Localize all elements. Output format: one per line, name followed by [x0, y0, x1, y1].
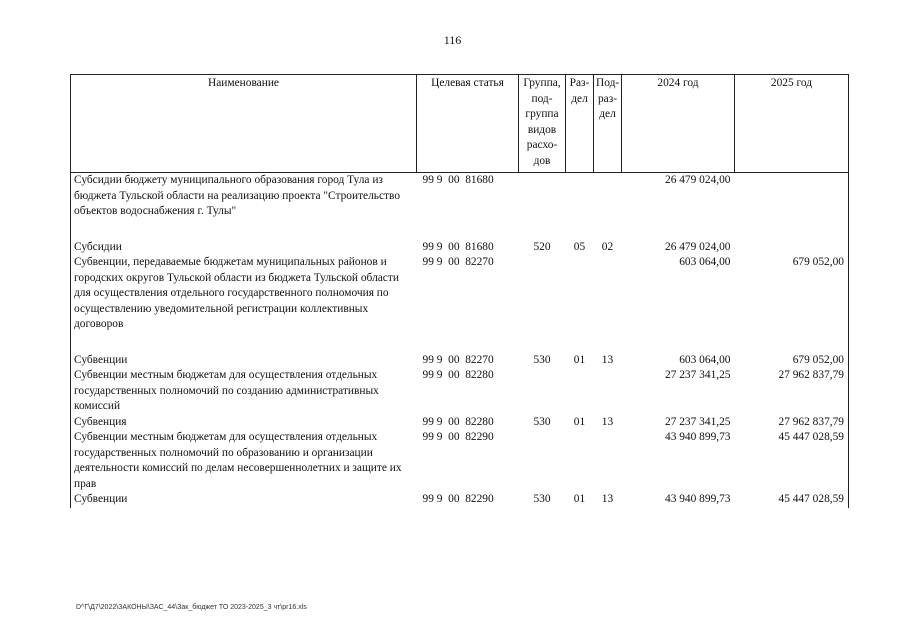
- cell-y2024: 43 940 899,73: [665, 431, 731, 443]
- cell-group: 530: [533, 493, 551, 505]
- cell-group: 520: [533, 240, 551, 253]
- cell-name: Субвенции, передаваемые бюджетам муниципальных районов и городских округов Тульской области из бюджета Тульской области для осуществления отдельного государственного полномочия по осуществлению уведомительной регистрации коллективных договоров: [71, 255, 417, 353]
- cell-group: [519, 368, 566, 415]
- cell-code: 99 9 00 81680: [422, 174, 494, 186]
- cell-code: 99 9 00 82290: [422, 431, 494, 443]
- table-header: [71, 75, 849, 173]
- table-row: [71, 368, 849, 415]
- cell-y2024: 26 479 024,00: [665, 174, 731, 186]
- cell-code: 99 9 00 82290: [422, 493, 494, 505]
- cell-y2024: 27 237 341,25: [665, 415, 731, 428]
- header-name: Наименование: [71, 75, 417, 173]
- header-group: Группа, под-группа видов расхо-дов: [519, 75, 566, 173]
- cell-code: 99 9 00 82280: [422, 415, 494, 428]
- cell-subsection: 13: [601, 415, 614, 428]
- cell-subsection: [594, 368, 622, 415]
- cell-section: [566, 430, 594, 492]
- cell-subsection: 13: [601, 493, 614, 505]
- cell-subsection: 02: [601, 240, 614, 253]
- cell-section: 01: [573, 493, 586, 505]
- cell-y2025: 45 447 028,59: [735, 430, 849, 492]
- table-row: [71, 255, 849, 353]
- cell-code: 99 9 00 82280: [422, 369, 494, 381]
- header-target: Целевая статья: [417, 75, 519, 173]
- cell-y2025: [735, 240, 849, 256]
- table-row: [71, 240, 849, 256]
- cell-subsection: [594, 430, 622, 492]
- page-number: 116: [443, 33, 462, 47]
- cell-y2025: 27 962 837,79: [735, 415, 849, 431]
- cell-y2024: 603 064,00: [679, 256, 731, 268]
- header-subsection: Под-раз-дел: [594, 75, 622, 173]
- cell-name: Субвенции местным бюджетам для осуществления отдельных государственных полномочий по образованию и организации деятельности комиссий по делам несовершеннолетних и защите их прав: [71, 430, 417, 492]
- cell-name: Субвенция: [71, 415, 417, 431]
- cell-code: 99 9 00 81680: [422, 240, 494, 253]
- cell-section: [566, 173, 594, 240]
- file-path-footer: D^Г\Д7\2022\ЗАКОНЫ\ЗАС_44\Зак_бюджет ТО 2023-2025_3 чт\pr16.xls: [76, 604, 307, 611]
- cell-subsection: [594, 255, 622, 353]
- cell-y2025: 27 962 837,79: [735, 368, 849, 415]
- cell-y2024: 27 237 341,25: [665, 369, 731, 381]
- table-row: [71, 430, 849, 492]
- table-body: [71, 173, 849, 508]
- budget-table: [70, 74, 849, 508]
- table-row: [71, 353, 849, 369]
- cell-y2024: 26 479 024,00: [665, 240, 731, 253]
- cell-name: Субсидии бюджету муниципального образования город Тула из бюджета Тульской области на реализацию проекта "Строительство объектов водоснабжения г. Тулы": [71, 173, 417, 240]
- cell-y2025: [735, 173, 849, 240]
- cell-section: 05: [573, 240, 586, 253]
- cell-name: Субсидии: [71, 240, 417, 256]
- header-2024: 2024 год: [622, 75, 735, 173]
- cell-section: 01: [573, 415, 586, 428]
- cell-name: Субвенции: [71, 492, 417, 508]
- cell-group: [519, 430, 566, 492]
- cell-group: 530: [533, 353, 551, 366]
- cell-y2024: 43 940 899,73: [665, 493, 731, 505]
- cell-section: 01: [573, 353, 586, 366]
- cell-code: 99 9 00 82270: [422, 353, 494, 366]
- cell-y2025: 45 447 028,59: [735, 492, 849, 508]
- cell-y2025: 679 052,00: [735, 255, 849, 353]
- cell-group: [519, 255, 566, 353]
- table-row: [71, 415, 849, 431]
- cell-subsection: 13: [601, 353, 614, 366]
- cell-y2025: 679 052,00: [735, 353, 849, 369]
- cell-group: [519, 173, 566, 240]
- cell-section: [566, 368, 594, 415]
- cell-subsection: [594, 173, 622, 240]
- cell-code: 99 9 00 82270: [422, 256, 494, 268]
- cell-section: [566, 255, 594, 353]
- header-section: Раз-дел: [566, 75, 594, 173]
- table-row: [71, 173, 849, 240]
- table-row: [71, 492, 849, 508]
- cell-name: Субвенции: [71, 353, 417, 369]
- cell-y2024: 603 064,00: [679, 353, 731, 366]
- cell-group: 530: [533, 415, 551, 428]
- cell-name: Субвенции местным бюджетам для осуществления отдельных государственных полномочий по созданию административных комиссий: [71, 368, 417, 415]
- header-2025: 2025 год: [735, 75, 849, 173]
